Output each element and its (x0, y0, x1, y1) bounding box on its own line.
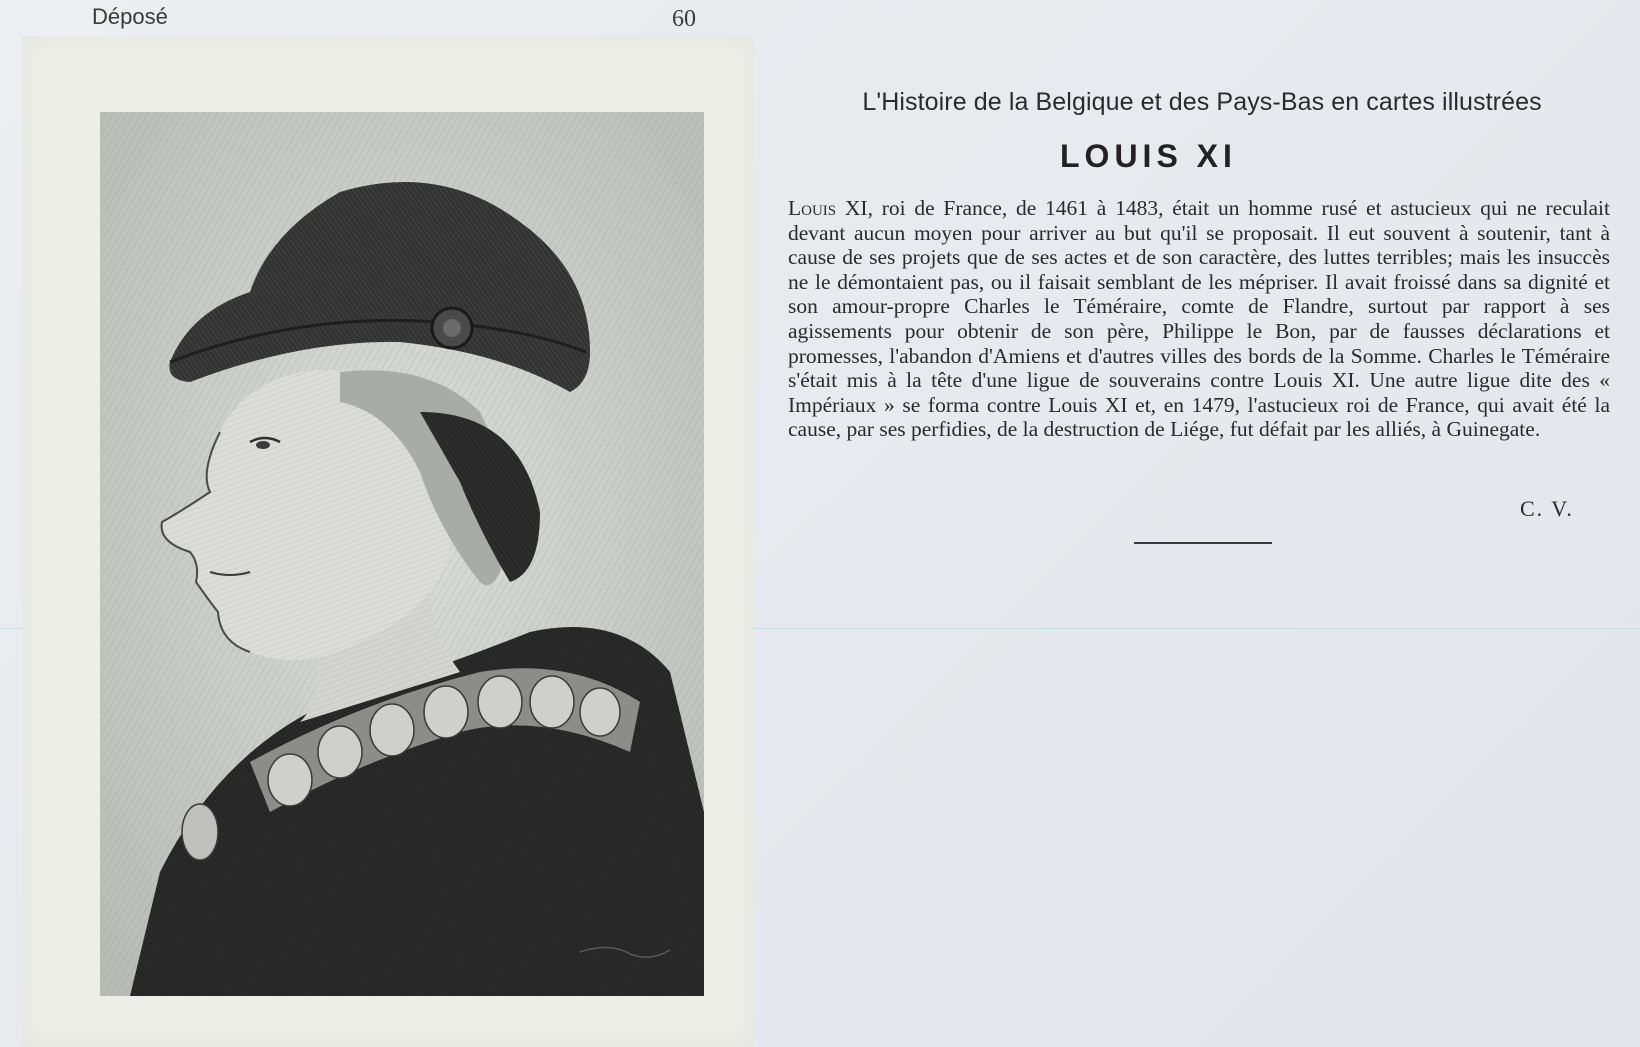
divider-rule (1134, 542, 1272, 544)
portrait-engraving (100, 112, 704, 996)
author-initials: C. V. (1520, 496, 1574, 521)
card-number: 60 (672, 6, 696, 32)
biography-lead: Louis XI (788, 196, 868, 220)
series-title: L'Histoire de la Belgique et des Pays-Bas en cartes illustrées (862, 88, 1542, 116)
depose-label: Déposé (92, 4, 168, 29)
portrait-panel (22, 36, 754, 1047)
card-title: LOUIS XI (1060, 138, 1237, 174)
biography-text (788, 196, 1610, 442)
portrait-image (100, 112, 704, 996)
biography-body: , roi de France, de 1461 à 1483, était un homme rusé et astucieux qui ne reculait devant aucun moyen pour arriver au but qu'il se proposait. Il eut souvent à soutenir, tant à cause de ses projets que de ses actes et de son caractère, des luttes terribles; mais les insuccès ne le démontaient pas, ou il faisait semblant de les mépriser. Il avait froissé dans sa dignité et son amour-propre Charles le Téméraire, comte de Flandre, surtout par rapport à ses agissements pour obtenir de son père, Philippe le Bon, par de fausses déclarations et promesses, l'abandon d'Amiens et d'autres villes des bords de la Somme. Charles le Téméraire s'était mis à la tête d'une ligue de souverains contre Louis XI. Une autre ligue dite des « Impériaux » se forma contre Louis XI et, en 1479, l'astucieux roi de France, qui avait été la cause, par ses perfidies, de la destruction de Liége, fut défait par les alliés, à Guinegate. (788, 196, 1610, 442)
